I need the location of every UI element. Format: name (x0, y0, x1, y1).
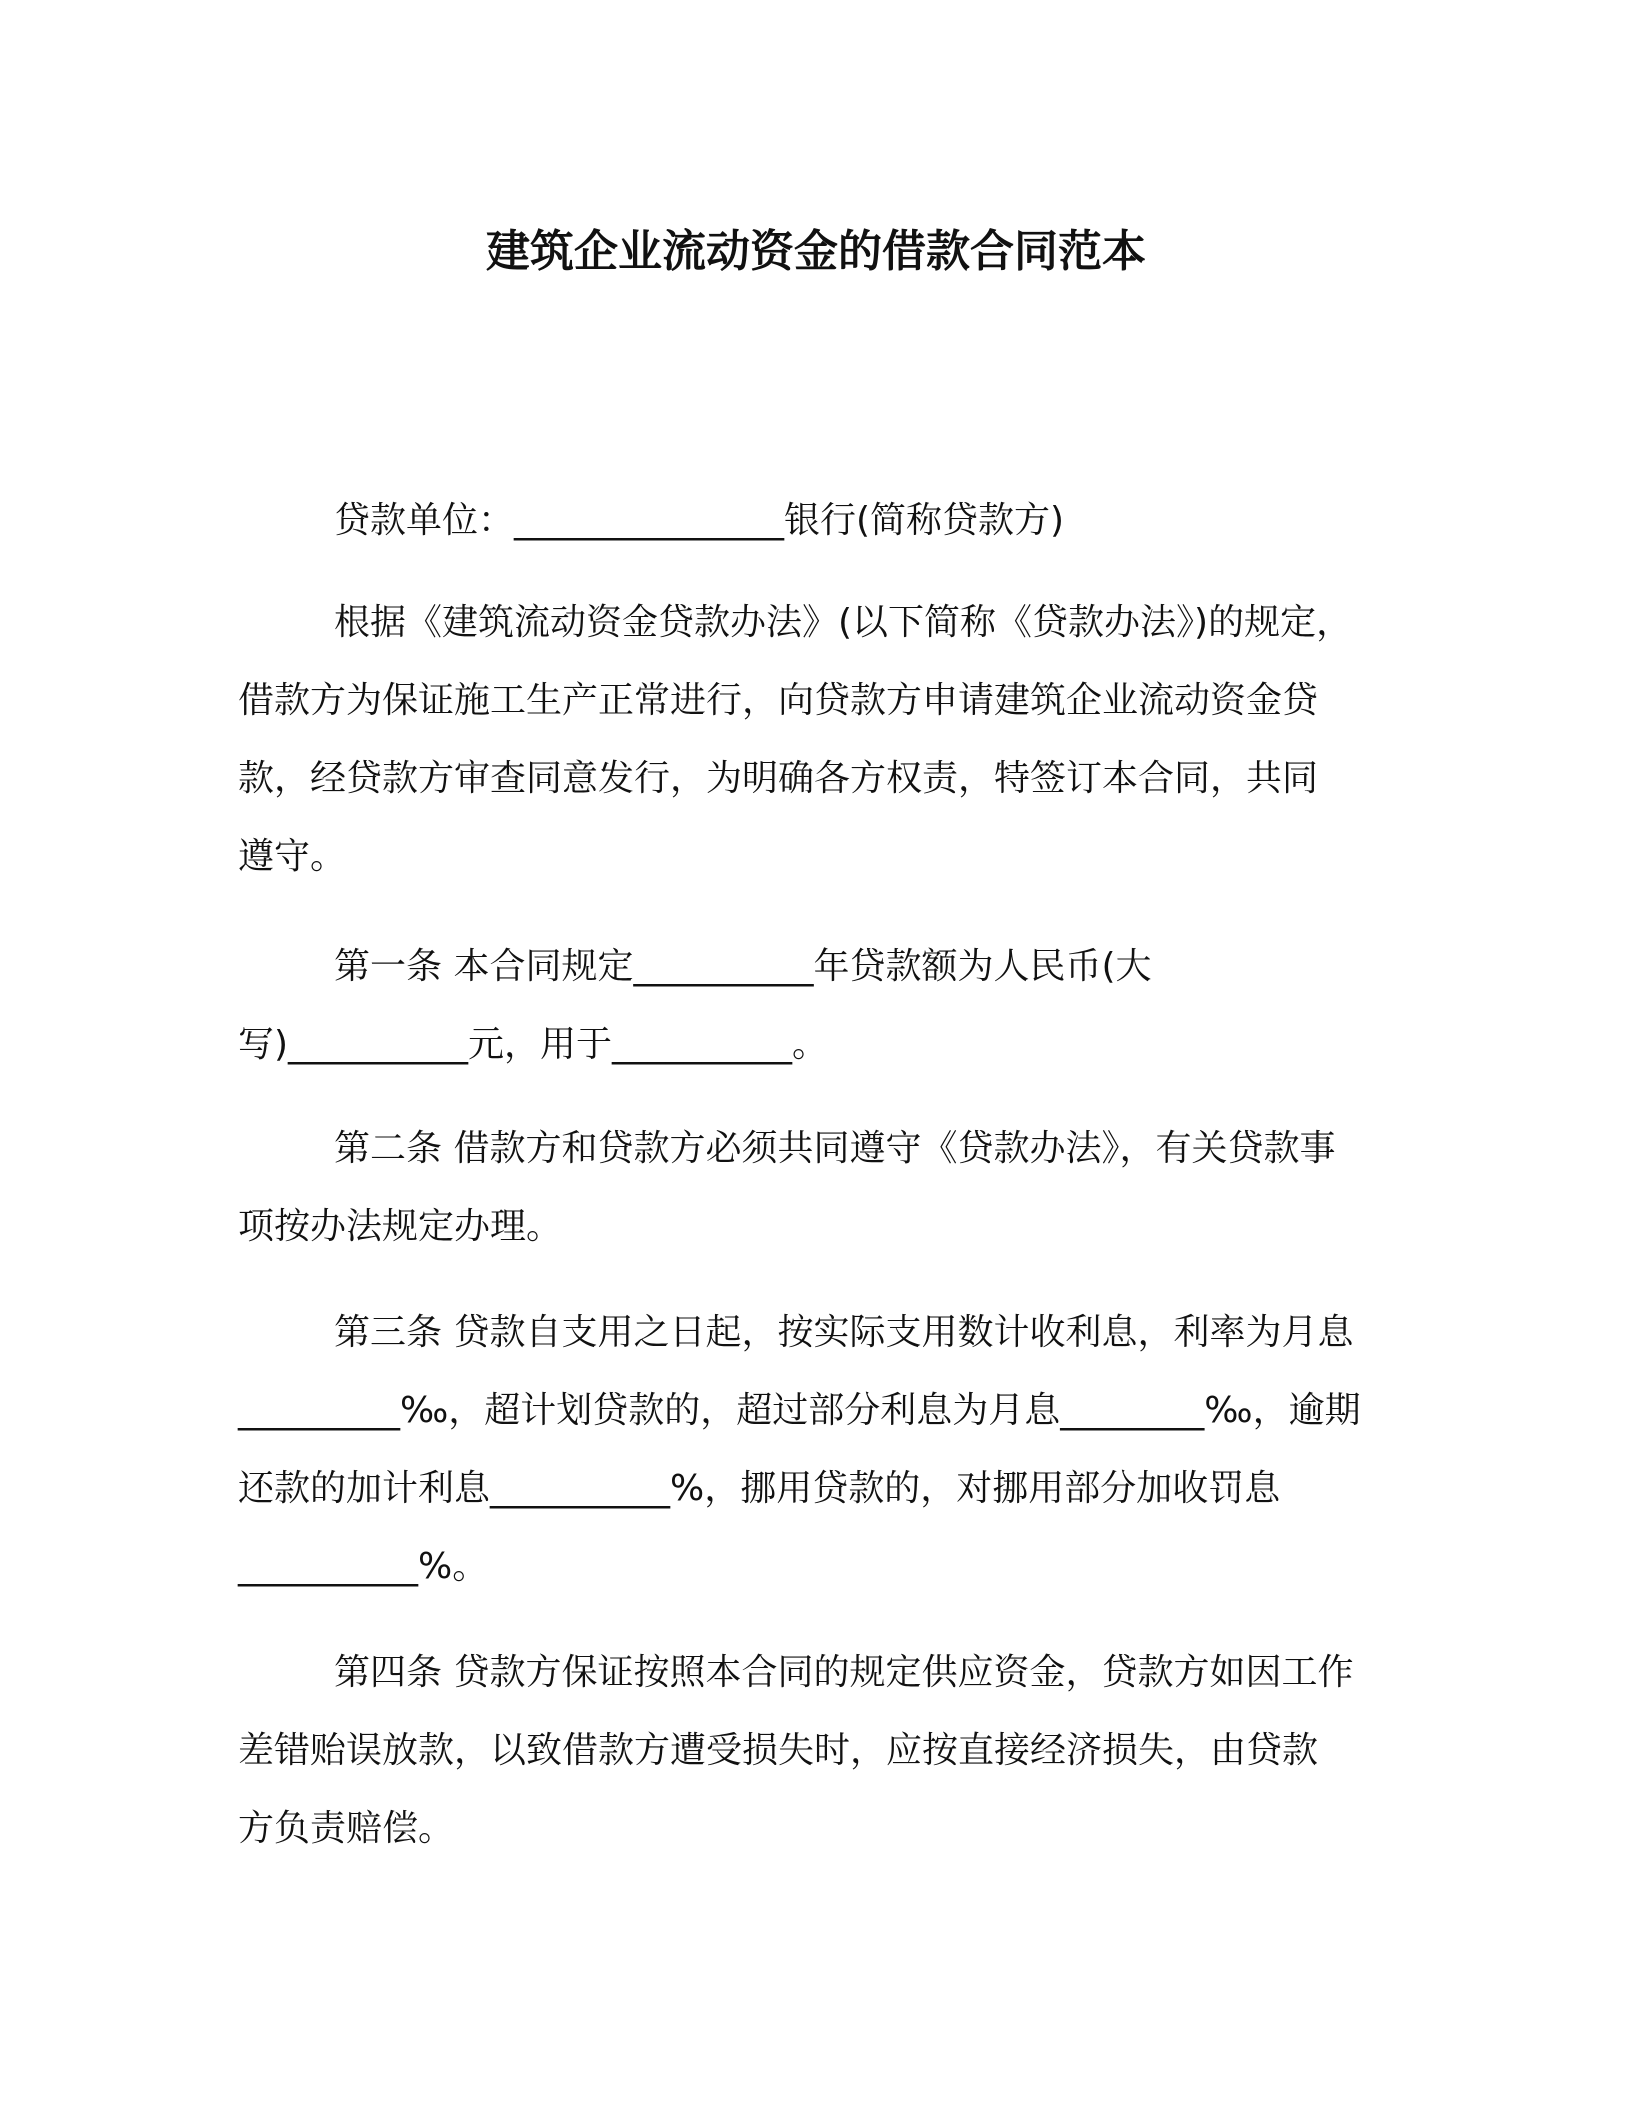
paragraph-line: 借款方为保证施工生产正常进行，向贷款方申请建筑企业流动资金贷 (238, 680, 1319, 721)
paragraph-line: 方负责赔偿。 (238, 1808, 455, 1849)
article-1-paragraph (238, 928, 1388, 1084)
paragraph-line: 还款的加计利息__________%，挪用贷款的，对挪用部分加收罚息 (238, 1468, 1281, 1509)
paragraph-line: 第三条 贷款自支用之日起，按实际支用数计收利息，利率为月息 (334, 1312, 1354, 1353)
lender-paragraph (238, 482, 1388, 560)
paragraph-line: 项按办法规定办理。 (238, 1206, 563, 1247)
paragraph-line: 写)__________元，用于__________。 (238, 1024, 829, 1065)
paragraph-line: 第四条 贷款方保证按照本合同的规定供应资金，贷款方如因工作 (334, 1652, 1354, 1693)
paragraph-line: 贷款单位：_______________银行(简称贷款方) (334, 500, 1065, 541)
preamble-paragraph (238, 584, 1388, 896)
document-title: 建筑企业流动资金的借款合同范本 (486, 226, 1146, 277)
paragraph-line: 差错贻误放款，以致借款方遭受损失时，应按直接经济损失，由贷款 (238, 1730, 1319, 1771)
paragraph-line: 款，经贷款方审查同意发行，为明确各方权责，特签订本合同，共同 (238, 758, 1319, 799)
paragraph-line: 第二条 借款方和贷款方必须共同遵守《贷款办法》，有关贷款事 (334, 1128, 1336, 1169)
paragraph-line: 根据《建筑流动资金贷款办法》(以下简称《贷款办法》)的规定， (334, 602, 1353, 643)
paragraph-line: 第一条 本合同规定__________年贷款额为人民币(大 (334, 946, 1152, 987)
paragraph-line: _________‰，超计划贷款的，超过部分利息为月息________‰，逾期 (238, 1390, 1361, 1431)
paragraph-line: __________%。 (238, 1546, 489, 1587)
paragraph-line: 遵守。 (238, 836, 347, 877)
article-3-paragraph (238, 1294, 1388, 1606)
article-2-paragraph (238, 1110, 1388, 1266)
article-4-paragraph (238, 1634, 1388, 1868)
